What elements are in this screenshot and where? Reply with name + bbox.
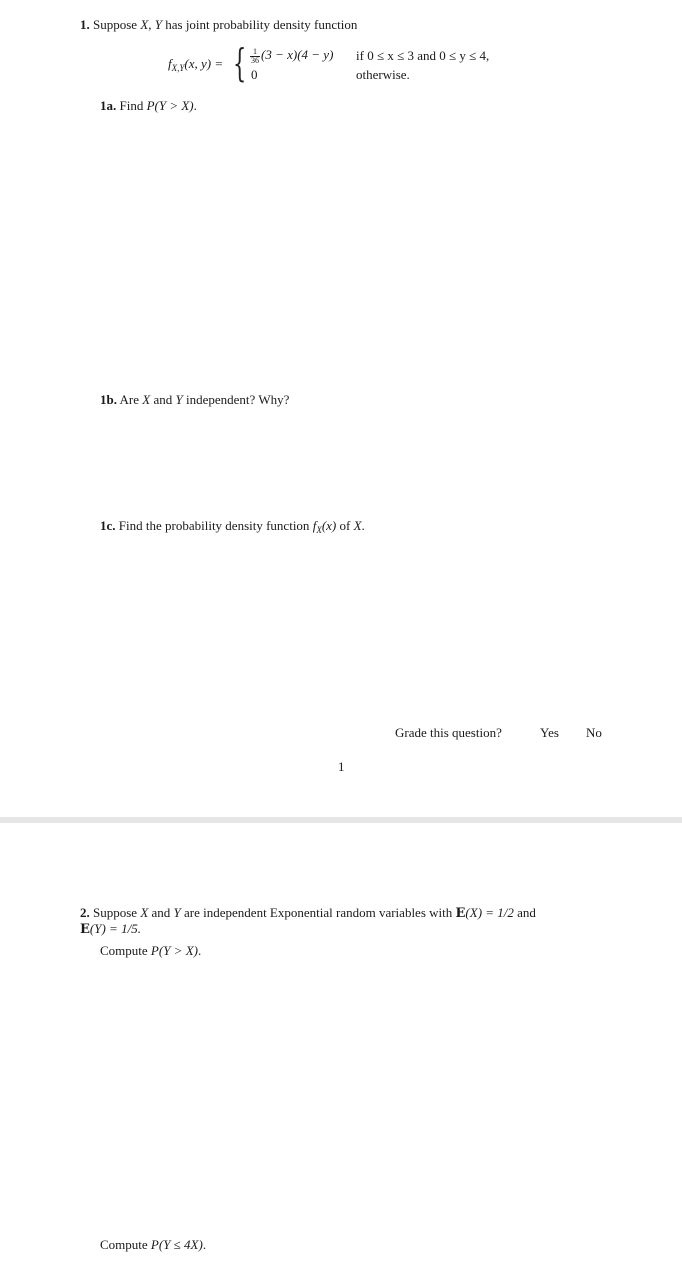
pdf-f: f <box>168 56 172 71</box>
pdf-subscript: X,Y <box>171 63 185 73</box>
question-2-line-1 <box>80 905 536 922</box>
intro-text: Suppose <box>93 17 138 32</box>
math-var: X <box>140 905 149 920</box>
question-label: 1a. <box>100 98 117 113</box>
math-expression: P(Y > X) <box>150 943 198 958</box>
question-text: Find the probability density function <box>118 518 310 533</box>
question-1-intro <box>80 17 357 33</box>
fraction-numerator: 1 <box>250 48 260 57</box>
pdf-case-1-condition: if 0 ≤ x ≤ 3 and 0 ≤ y ≤ 4, <box>356 48 490 63</box>
page-number: 1 <box>338 759 345 774</box>
expectation-symbol: E <box>455 906 466 921</box>
question-number: 1. <box>80 17 90 32</box>
math-var: Y <box>173 905 181 920</box>
question-label: 1c. <box>100 518 116 533</box>
question-text: and <box>151 905 171 920</box>
question-2-line-2 <box>80 921 141 938</box>
math-var: X <box>142 392 151 407</box>
question-text: are independent Exponential random variables with <box>184 905 453 920</box>
question-1b <box>100 392 289 408</box>
question-label: 1b. <box>100 392 117 407</box>
question-text: of <box>339 518 351 533</box>
pdf-args: (x, y) = <box>184 56 224 71</box>
pdf-case-2-expr: 0 <box>251 67 258 82</box>
punct: . <box>197 943 202 958</box>
question-number: 2. <box>80 905 90 920</box>
fraction-1-36 <box>250 48 260 65</box>
math-var: Y <box>175 392 183 407</box>
case-1-expression: (3 − x)(4 − y) <box>261 47 334 62</box>
question-1c <box>100 518 365 538</box>
grade-question-label: Grade this question? <box>395 725 502 740</box>
question-text: Are <box>119 392 140 407</box>
math-expression: (Y) = 1/5. <box>89 921 141 936</box>
pdf-lhs <box>168 56 223 76</box>
expectation-symbol: E <box>80 922 90 937</box>
intro-text-end: has joint probability density function <box>165 17 358 32</box>
math-f: f <box>312 518 317 533</box>
math-args: (x) <box>321 518 337 533</box>
question-text: independent? Why? <box>186 392 290 407</box>
math-expression: P(Y > X) <box>146 98 194 113</box>
question-text: Compute <box>100 1237 148 1252</box>
grade-no-button[interactable]: No <box>586 725 602 740</box>
punct: . <box>193 98 197 113</box>
question-1a <box>100 98 197 114</box>
pdf-case-1-expr <box>250 47 333 65</box>
question-text: and <box>153 392 173 407</box>
punct: . <box>361 518 365 533</box>
math-expression: P(Y ≤ 4X) <box>150 1237 203 1252</box>
fraction-denominator: 36 <box>251 55 259 65</box>
grade-yes-button[interactable]: Yes <box>540 725 559 740</box>
math-subscript: X <box>316 525 322 535</box>
exam-page-2 <box>0 823 682 1280</box>
question-text: Suppose <box>93 905 138 920</box>
question-text: and <box>517 905 536 920</box>
punct: . <box>202 1237 207 1252</box>
question-text: Find <box>119 98 144 113</box>
pdf-case-2-condition: otherwise. <box>356 67 410 82</box>
left-brace: { <box>233 41 247 85</box>
math-vars: X, Y <box>140 17 162 32</box>
question-text: Compute <box>100 943 148 958</box>
math-var: X <box>353 518 362 533</box>
question-2-compute-2 <box>100 1237 206 1253</box>
question-2-compute-1 <box>100 943 201 959</box>
math-expression: (X) = 1/2 <box>465 905 514 920</box>
